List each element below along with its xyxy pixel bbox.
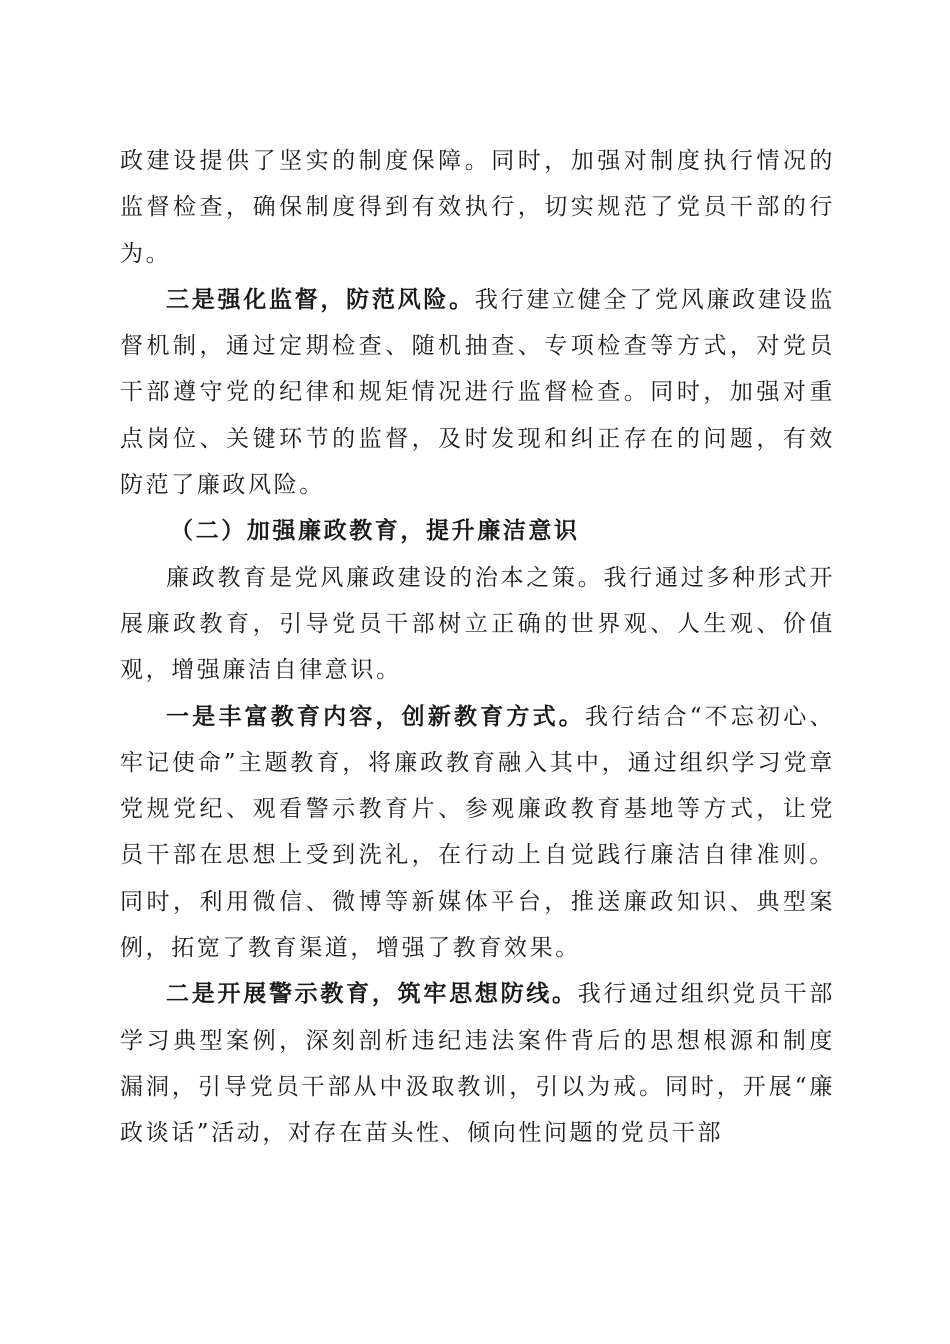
section-heading: （二）加强廉政教育，提升廉洁意识 <box>170 517 580 545</box>
paragraph-lead-heading: 二是开展警示教育，筑牢思想防线。 <box>166 980 578 1008</box>
paragraph-lead-heading: 一是丰富教育内容，创新教育方式。 <box>166 702 585 730</box>
paragraph-text: 我行建立健全了党风廉政建设监督机制，通过定期检查、随机抽查、专项检查等方式，对党员干部遵守党的纪律和规矩情况进行监督检查。同时，加强对重点岗位、关键环节的监督，及时发现和纠正存在的问题，有效防范了廉政风险。 <box>120 286 835 499</box>
paragraph-text: 廉政教育是党风廉政建设的治本之策。我行通过多种形式开展廉政教育，引导党员干部树立正确的世界观、人生观、价值观，增强廉洁自律意识。 <box>120 564 835 684</box>
paragraph-lead-heading: 三是强化监督，防范风险。 <box>166 285 475 313</box>
paragraph-education-intro <box>120 555 835 694</box>
paragraph-continuation <box>120 138 835 277</box>
paragraph-text: 政建设提供了坚实的制度保障。同时，加强对制度执行情况的监督检查，确保制度得到有效执行，切实规范了党员干部的行为。 <box>120 148 835 267</box>
paragraph-text: 我行结合“不忘初心、牢记使命”主题教育，将廉政教育融入其中，通过组织学习党章党规党纪、观看警示教育片、参观廉政教育基地等方式，让党员干部在思想上受到洗礼，在行动上自觉践行廉洁自律准则。同时，利用微信、微博等新媒体平台，推送廉政知识、典型案例，拓宽了教育渠道，增强了教育效果。 <box>120 703 835 962</box>
paragraph-supervision <box>120 277 835 508</box>
paragraph-text: 我行通过组织党员干部学习典型案例，深刻剖析违纪违法案件背后的思想根源和制度漏洞，引导党员干部从中汲取教训，引以为戒。同时，开展“廉政谈话”活动，对存在苗头性、倾向性问题的党员干部 <box>120 981 836 1147</box>
document-body <box>120 138 835 1157</box>
paragraph-education-content <box>120 694 835 972</box>
paragraph-warning-education <box>120 971 835 1156</box>
